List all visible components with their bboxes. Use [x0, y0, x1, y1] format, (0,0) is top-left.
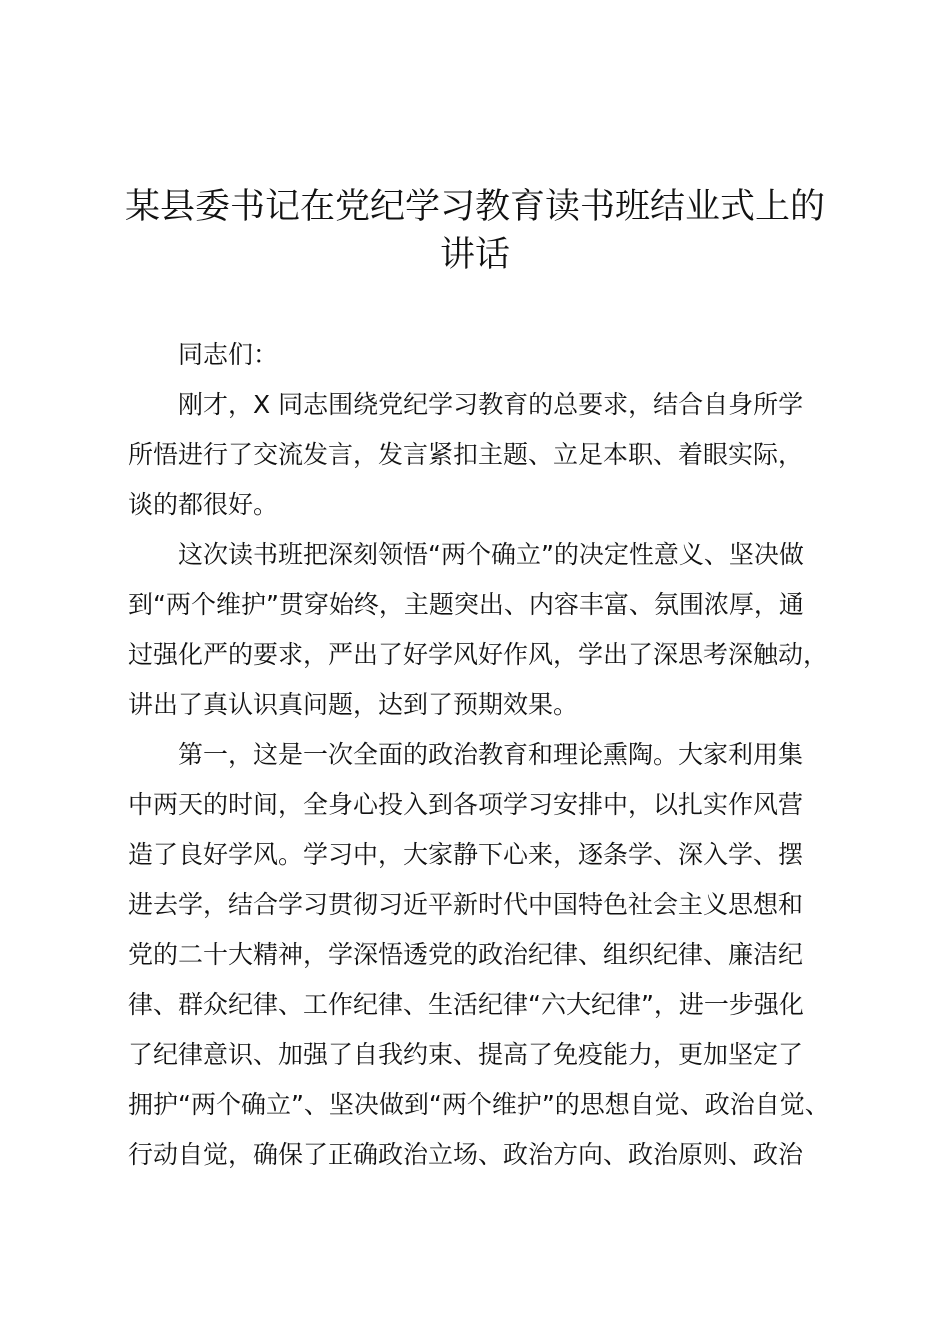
paragraph-1-line-2: 所悟进行了交流发言，发言紧扣主题、立足本职、着眼实际，: [128, 440, 804, 469]
paragraph-2-line-1: 这次读书班把深刻领悟“两个确立”的决定性意义、坚决做: [178, 540, 804, 569]
paragraph-2-line-2: 到“两个维护”贯穿始终，主题突出、内容丰富、氛围浓厚，通: [128, 590, 804, 619]
paragraph-3-line-8: 拥护“两个确立”、坚决做到“两个维护”的思想自觉、政治自觉、: [128, 1090, 830, 1119]
paragraph-3-line-2: 中两天的时间，全身心投入到各项学习安排中，以扎实作风营: [128, 790, 804, 819]
paragraph-3-line-1: 第一，这是一次全面的政治教育和理论熏陶。大家利用集: [178, 740, 804, 769]
salutation: 同志们：: [178, 340, 279, 369]
paragraph-3-line-3: 造了良好学风。学习中，大家静下心来，逐条学、深入学、摆: [128, 840, 804, 869]
paragraph-3-line-7: 了纪律意识、加强了自我约束、提高了免疫能力，更加坚定了: [128, 1040, 804, 1069]
paragraph-1-line-3: 谈的都很好。: [128, 490, 279, 519]
paragraph-3-line-5: 党的二十大精神，学深悟透党的政治纪律、组织纪律、廉洁纪: [128, 940, 804, 969]
paragraph-3-line-6: 律、群众纪律、工作纪律、生活纪律“六大纪律”，进一步强化: [128, 990, 804, 1019]
paragraph-1-line-1: 刚才，X 同志围绕党纪学习教育的总要求，结合自身所学: [178, 390, 804, 419]
paragraph-3-line-4: 进去学，结合学习贯彻习近平新时代中国特色社会主义思想和: [128, 890, 804, 919]
paragraph-2-line-4: 讲出了真认识真问题，达到了预期效果。: [128, 690, 579, 719]
paragraph-2-line-3: 过强化严的要求，严出了好学风好作风，学出了深思考深触动，: [128, 640, 829, 669]
paragraph-3-line-9: 行动自觉，确保了正确政治立场、政治方向、政治原则、政治: [128, 1140, 804, 1169]
document-title-line-1: 某县委书记在党纪学习教育读书班结业式上的: [124, 187, 825, 227]
document-title-line-2: 讲话: [439, 235, 510, 275]
